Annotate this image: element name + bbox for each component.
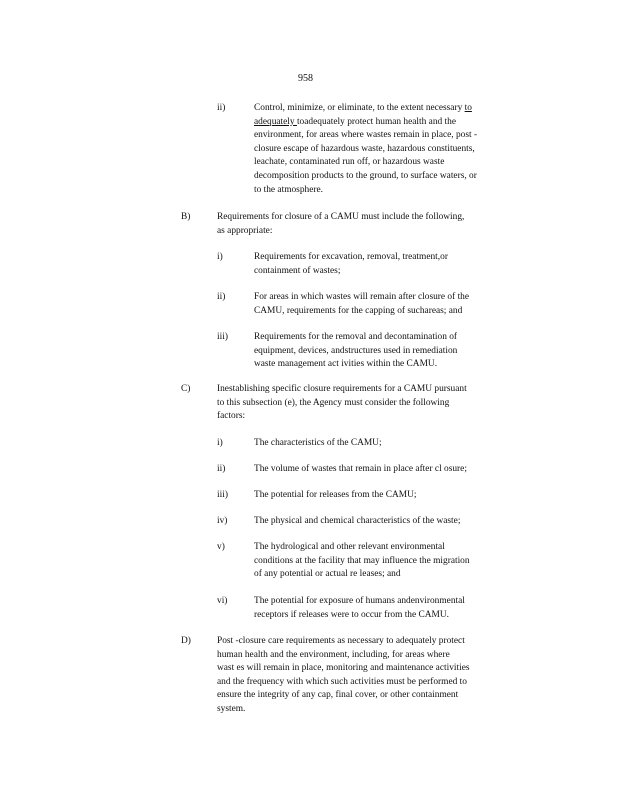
section-b-item-ii-text: For areas in which wastes will remain after closure of the CAMU, requirements for the capping of suchareas; and <box>254 292 470 316</box>
section-b-item-i-label: i) <box>217 252 223 262</box>
section-c-item-ii-label: ii) <box>217 464 226 474</box>
top-item-line-2: adequately toadequately protect human health and the <box>254 116 457 127</box>
top-item-line-5: leachate, contaminated run off, or hazardous waste <box>254 157 445 168</box>
top-item-line-6: decomposition products to the ground, to surface waters, or <box>254 170 477 181</box>
section-c-item-ii-text: The volume of wastes that remain in place after cl osure; <box>254 464 467 474</box>
section-b-item-iii-text: Requirements for the removal and decontamination of equipment, devices, andstructures used in remediation waste management act ivities within the CAMU. <box>254 332 458 370</box>
section-c-item-i-label: i) <box>217 438 223 448</box>
top-item-text <box>254 102 477 197</box>
section-c-item-v-label: v) <box>217 542 225 552</box>
top-item-line-7: to the atmosphere. <box>254 184 323 195</box>
section-b-text: Requirements for closure of a CAMU must include the following, as appropriate: <box>217 212 465 236</box>
top-item-label: ii) <box>217 103 226 113</box>
section-b-label: B) <box>181 212 191 222</box>
section-b-item-iii-label: iii) <box>217 332 228 342</box>
section-c-item-iii-text: The potential for releases from the CAMU; <box>254 490 417 500</box>
section-b-item-i-text: Requirements for excavation, removal, treatment,or containment of wastes; <box>254 252 448 276</box>
section-d-label: D) <box>181 636 191 646</box>
section-d-text: Post -closure care requirements as necessary to adequately protect human health and the environment, including, for areas where wast es will remain in place, monitoring and maintenance activities and the frequency with which such activities must be performed to ensure the integrity of any cap, final cover, or other containment system. <box>217 636 470 714</box>
section-b-item-ii-label: ii) <box>217 292 226 302</box>
section-c-item-vi-label: vi) <box>217 596 228 606</box>
section-c-item-iv-text: The physical and chemical characteristics of the waste; <box>254 516 461 526</box>
section-c-label: C) <box>181 384 191 394</box>
top-item-line-1: Control, minimize, or eliminate, to the extent necessary to <box>254 103 472 113</box>
section-c-item-iv-label: iv) <box>217 516 228 526</box>
top-item-line-4: closure escape of hazardous waste, hazardous constituents, <box>254 143 475 154</box>
section-c-item-i-text: The characteristics of the CAMU; <box>254 438 382 448</box>
top-item-line-3: environment, for areas where wastes remain in place, post - <box>254 130 478 141</box>
page-number: 958 <box>298 73 313 84</box>
section-c-item-v-text: The hydrological and other relevant environmental conditions at the facility that may influence the migration of any potential or actual re leases; and <box>254 542 470 580</box>
section-c-text: Inestablishing specific closure requirements for a CAMU pursuant to this subsection (e), the Agency must consider the following factors: <box>217 384 467 422</box>
section-c-item-vi-text: The potential for exposure of humans andenvironmental receptors if releases were to occur from the CAMU. <box>254 596 465 620</box>
section-c-item-iii-label: iii) <box>217 490 228 500</box>
